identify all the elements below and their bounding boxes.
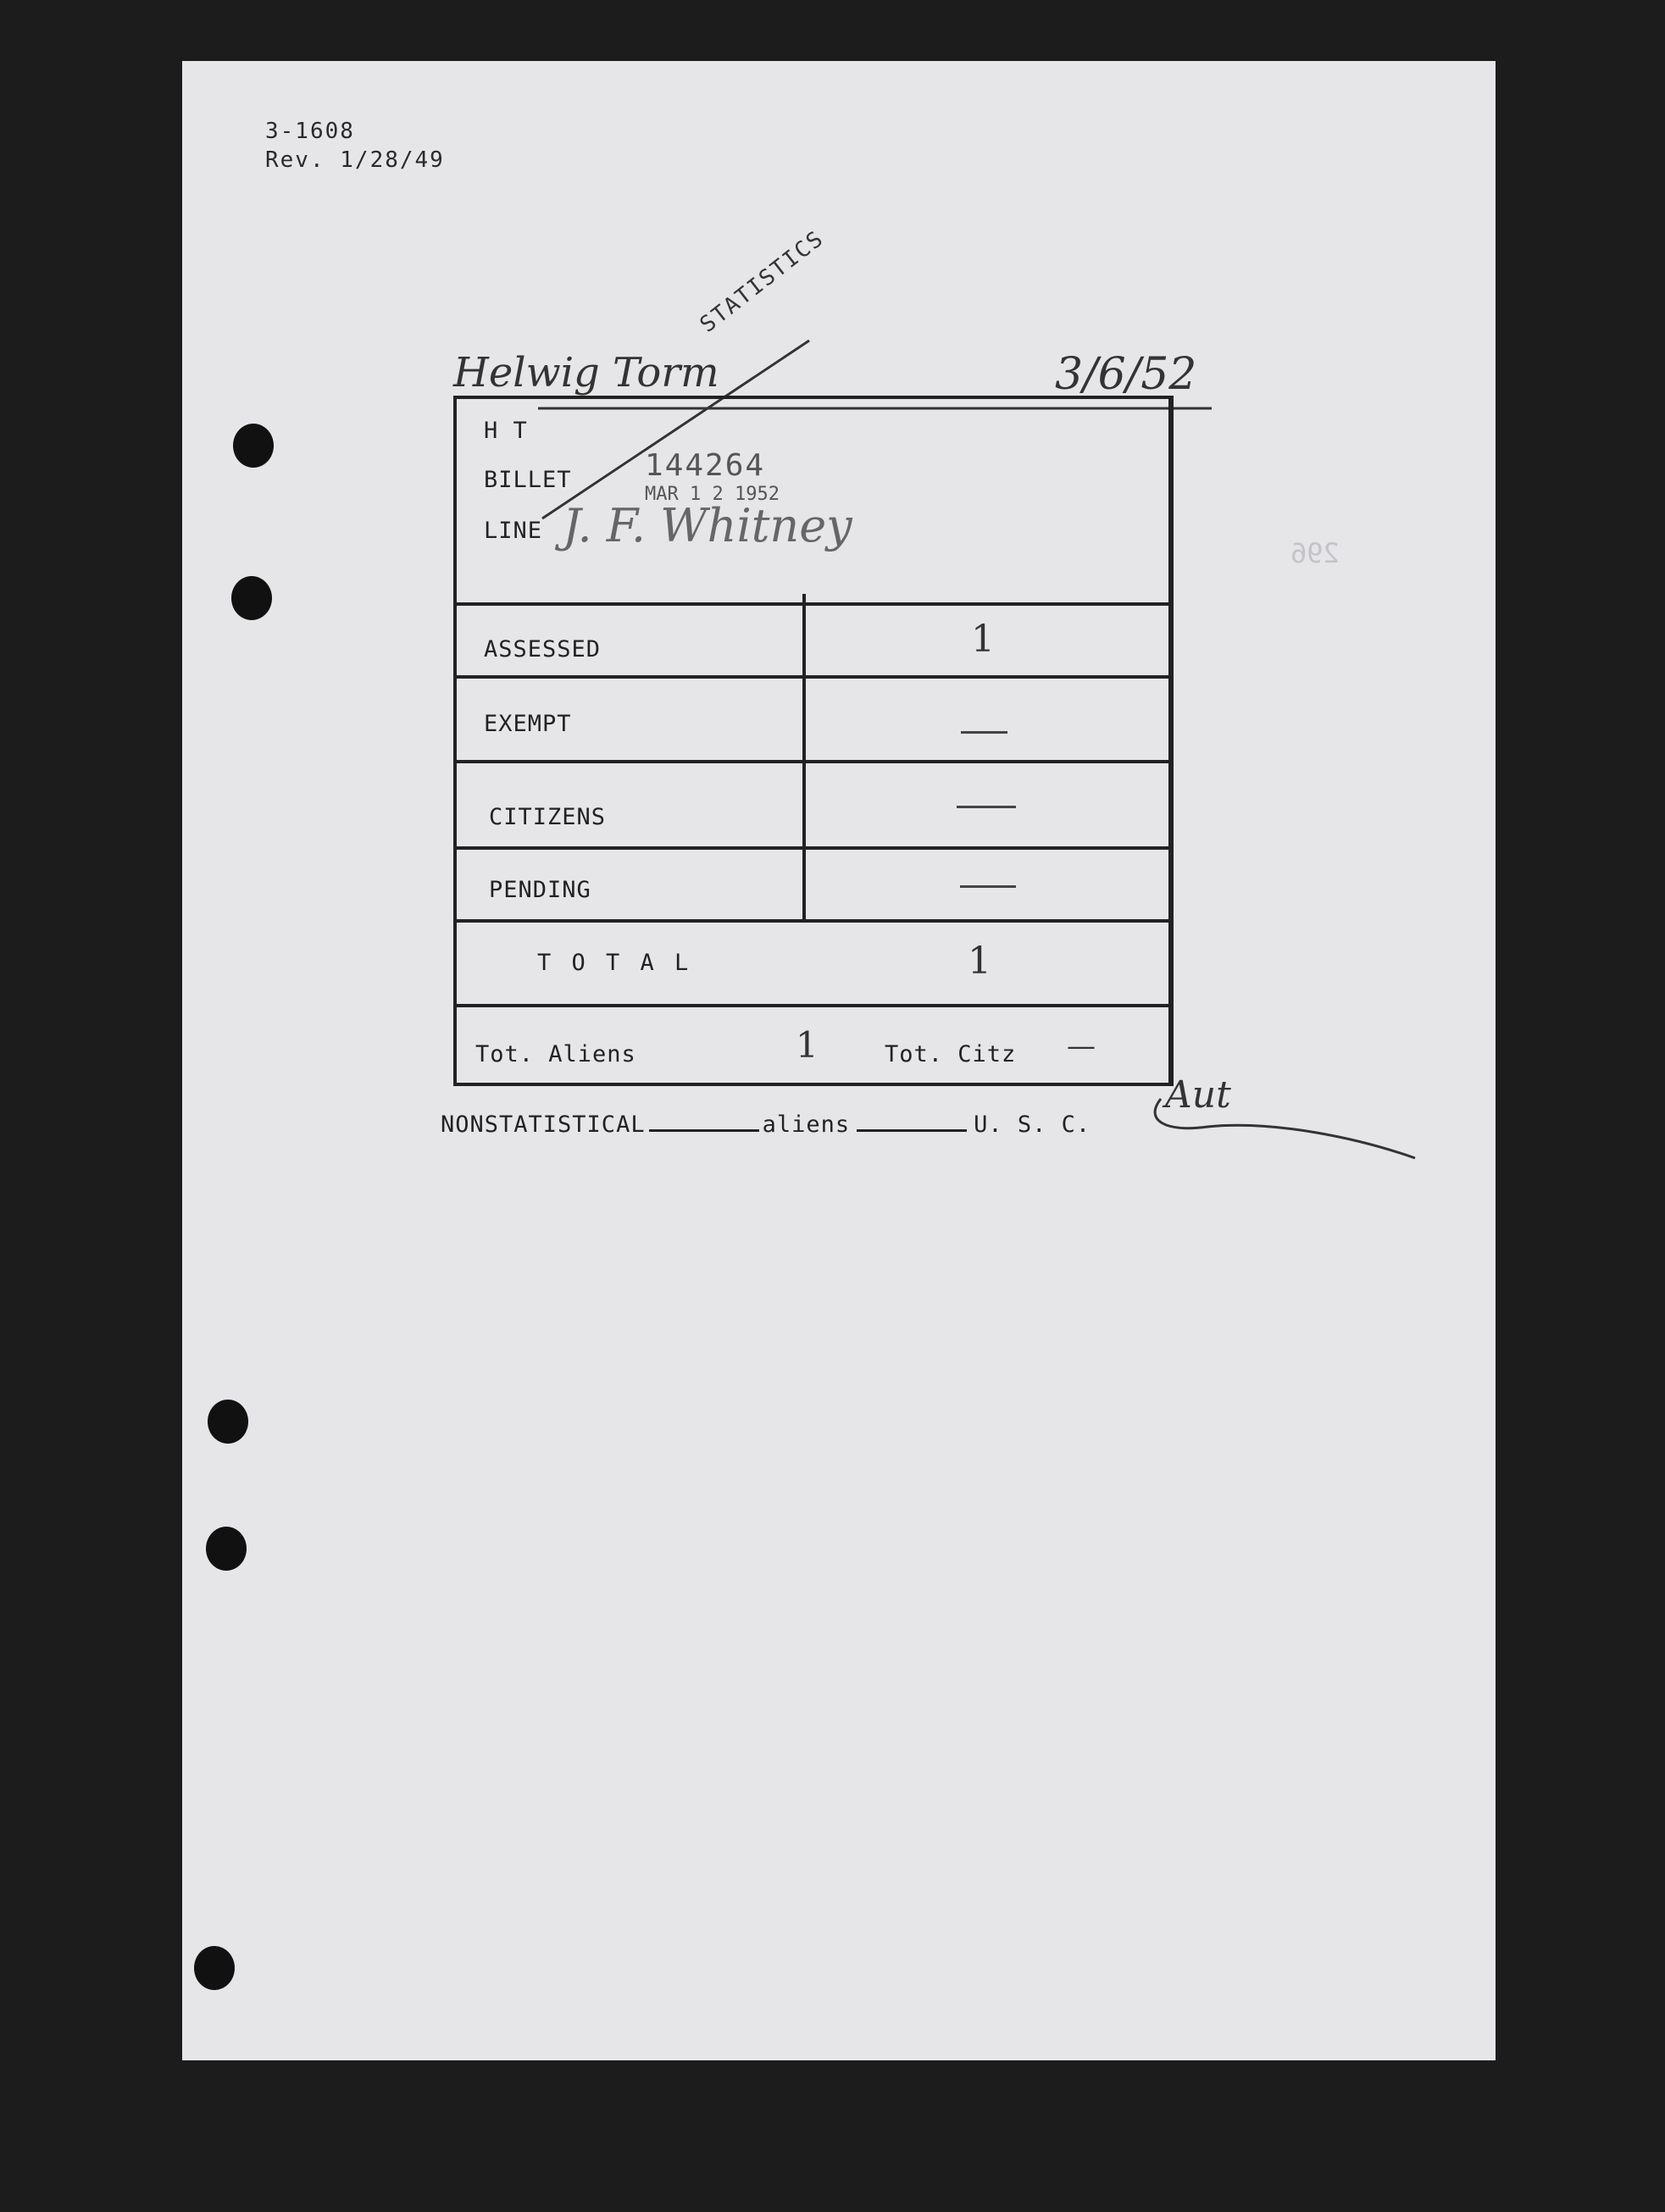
initials-flourish (1140, 1069, 1419, 1171)
document-page (182, 61, 1496, 2060)
assessed-value: 1 (971, 618, 995, 661)
stamp-received-date: MAR 1 2 1952 (645, 484, 780, 505)
billet-label: BILLET (484, 467, 572, 493)
citizens-value (957, 806, 1016, 808)
form-code: 3-1608 (265, 119, 355, 144)
exempt-label: EXEMPT (484, 711, 572, 737)
row-exempt (457, 679, 1168, 763)
stamp-number: 144264 (645, 448, 766, 483)
punch-hole-3 (208, 1400, 248, 1444)
punch-hole-4 (206, 1527, 247, 1571)
nonstatistical-label: NONSTATISTICAL (441, 1112, 646, 1138)
row-divider (802, 594, 806, 675)
row-assessed (457, 602, 1168, 679)
blank-line (649, 1129, 759, 1132)
aliens-label: aliens (762, 1112, 851, 1138)
citizens-label: CITIZENS (489, 804, 607, 830)
pending-label: PENDING (489, 877, 591, 903)
usc-label: U. S. C. (974, 1112, 1091, 1138)
signature: J. F. Whitney (563, 499, 852, 552)
tot-citz-label: Tot. Citz (885, 1041, 1017, 1067)
statistics-stamp: STATISTICS (695, 225, 830, 338)
ht-label: H T (484, 418, 528, 444)
initials: Aut (1165, 1073, 1231, 1117)
blank-line (857, 1129, 967, 1132)
total-value: 1 (968, 940, 991, 983)
pending-value (960, 885, 1016, 888)
punch-hole-5 (194, 1946, 235, 1990)
row-divider (802, 679, 806, 760)
tot-aliens-label: Tot. Aliens (475, 1041, 636, 1067)
form-revision: Rev. 1/28/49 (265, 147, 445, 173)
handwritten-date: 3/6/52 (1055, 349, 1197, 400)
tot-aliens-value: 1 (796, 1024, 819, 1066)
faded-number: 296 (1290, 537, 1340, 569)
statistics-form-box (453, 396, 1174, 1086)
tot-citz-value: — (1067, 1029, 1096, 1063)
row-pending (457, 850, 1168, 923)
header-section (457, 399, 1168, 606)
assessed-label: ASSESSED (484, 636, 602, 662)
row-divider (802, 763, 806, 846)
handwritten-name: Helwig Torm (453, 349, 719, 396)
row-divider (802, 850, 806, 919)
total-label: T O T A L (537, 950, 692, 976)
nonstatistical-line (441, 1112, 1091, 1138)
row-total (457, 923, 1168, 1007)
row-citizens (457, 763, 1168, 850)
exempt-value (961, 731, 1007, 734)
line-label: LINE (484, 518, 543, 544)
row-totals-footer (457, 1007, 1168, 1084)
